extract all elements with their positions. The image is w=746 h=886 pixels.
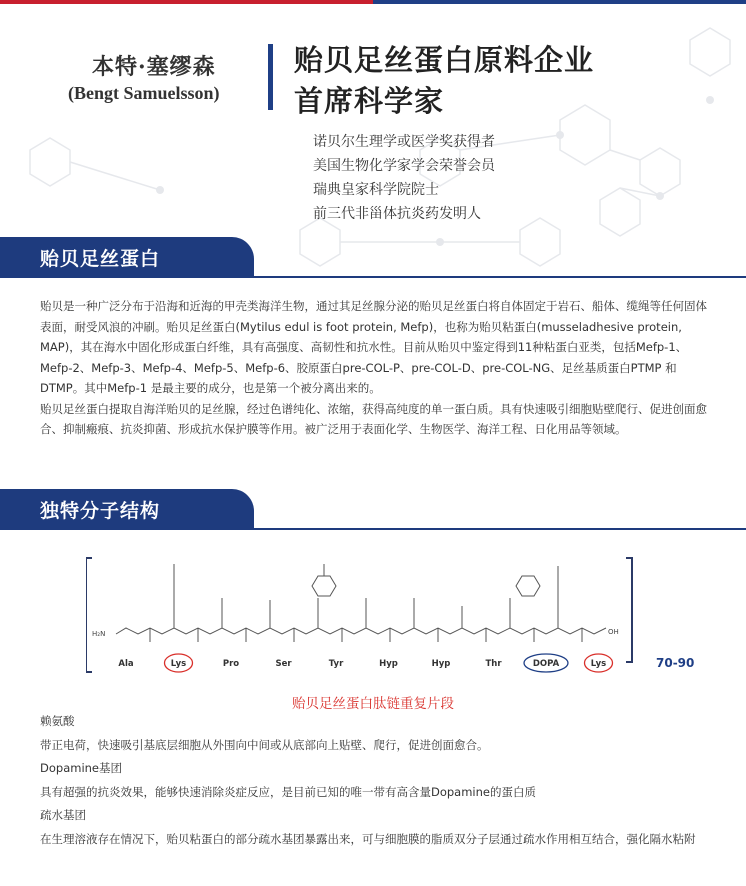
intro-text: [40, 296, 716, 440]
note-heading: Dopamine基团: [40, 761, 122, 775]
residue-label: Pro: [222, 659, 240, 669]
c-terminus-label: OH: [608, 628, 619, 636]
repeat-count: 70-90: [656, 656, 695, 670]
residue-label: Hyp: [431, 659, 451, 669]
headline-line-1: 贻贝足丝蛋白原料企业: [294, 43, 595, 77]
paragraph: 贻贝足丝蛋白提取自海洋贻贝的足丝腺，经过色谱纯化、浓缩，获得高纯度的单一蛋白质。具有快速吸引细胞贴壁爬行、促进创面愈合、抑制瘢痕、抗炎抑菌、形成抗水保护膜等作用。被广泛用于表面化学、生物医学、海洋工程、日化用品等领域。: [40, 401, 707, 436]
residue-label: Hyp: [379, 659, 398, 669]
headline-line-2: 首席科学家: [294, 84, 445, 118]
credentials-list: [313, 130, 495, 226]
credential-item: 美国生物化学家学会荣誉会员: [313, 158, 495, 174]
credential-item: 瑞典皇家科学院院士: [313, 182, 439, 198]
note-heading: 疏水基团: [40, 808, 86, 822]
residue-label: Ser: [275, 659, 292, 669]
peptide-structure-diagram: [86, 550, 706, 680]
credential-item: 前三代非甾体抗炎药发明人: [313, 206, 481, 222]
section-header-molecular-structure: [0, 489, 254, 529]
note-text: 带正电荷，快速吸引基底层细胞从外围向中间或从底部向上贴壁、爬行，促进创面愈合。: [40, 737, 489, 752]
note-heading: 赖氨酸: [40, 714, 75, 728]
structure-caption: 贻贝足丝蛋白肽链重复片段: [292, 696, 454, 712]
credential-item: 诺贝尔生理学或医学奖获得者: [313, 134, 495, 150]
n-terminus-label: H₂N: [92, 630, 106, 638]
feature-notes: [40, 710, 716, 851]
residue-label: Ala: [118, 659, 134, 669]
residue-label: Lys: [590, 659, 607, 669]
note-text: 具有超强的抗炎效果，能够快速消除炎症反应，是目前已知的唯一带有高含量Dopamine的蛋白质: [40, 784, 536, 799]
headline-accent-bar: [268, 44, 273, 110]
scientist-name-english: (Bengt Samuelsson): [68, 83, 220, 103]
headline: [294, 40, 594, 122]
residue-label: Tyr: [328, 659, 344, 669]
residue-label: Lys: [170, 659, 187, 669]
residue-label: Thr: [485, 659, 502, 669]
section-header-mussel-protein: [0, 237, 254, 277]
paragraph: 贻贝是一种广泛分布于沿海和近海的甲壳类海洋生物，通过其足丝腺分泌的贻贝足丝蛋白将自体固定于岩石、船体、缆绳等任何固体表面，耐受风浪的冲刷。贻贝足丝蛋白(Mytilus edul is foot protein, Mefp)，也称为贻贝粘蛋白(musseladhesive protein, MAP)，其在海水中固化形成蛋白纤维，具有高强度、高韧性和抗水性。目前从贻贝中鉴定得到11种粘蛋白亚类，包括Mefp-1、Mefp-2、Mefp-3、Mefp-4、Mefp-5、Mefp-6、胶原蛋白pre-COL-P、pre-COL-D、pre-COL-NG、足丝基质蛋白PTMP 和 DTMP。其中Mefp-1 是最主要的成分，也是第一个被分离出来的。: [40, 299, 707, 395]
section-title: 独特分子结构: [40, 500, 161, 522]
residue-label: DOPA: [532, 659, 560, 669]
note-text: 在生理溶液存在情况下，贻贝粘蛋白的部分疏水基团暴露出来，可与细胞膜的脂质双分子层通过疏水作用相互结合，强化隔水粘附: [40, 831, 696, 846]
scientist-name-chinese: 本特·塞缪森: [92, 54, 216, 80]
section-title: 贻贝足丝蛋白: [40, 248, 161, 270]
